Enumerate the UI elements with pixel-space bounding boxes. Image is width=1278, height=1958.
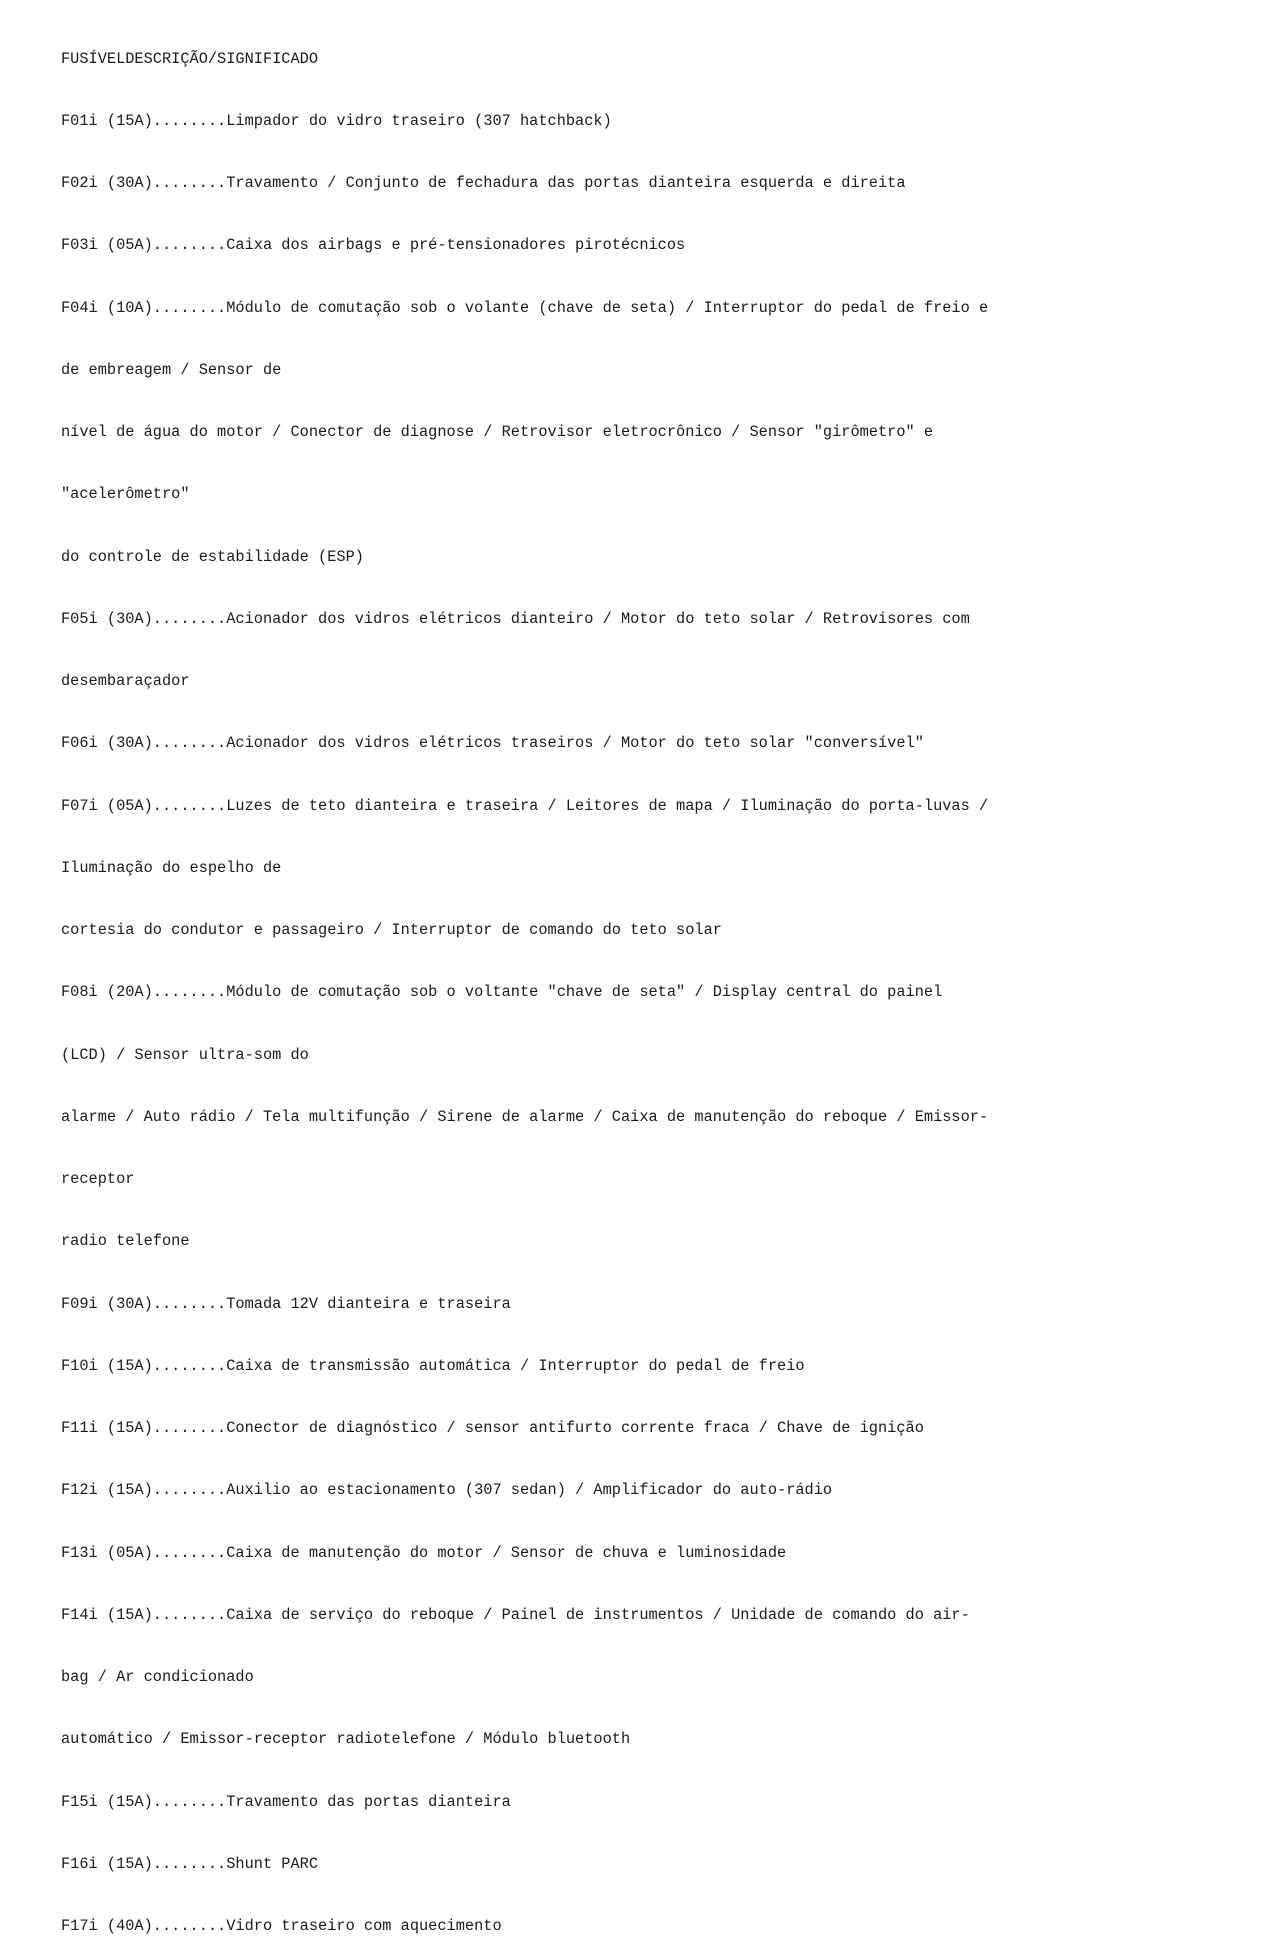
fuse-line-f01: F01i (15A)........Limpador do vidro traseiro (307 hatchback): [61, 111, 612, 130]
fuse-line-f04-cont-2: nível de água do motor / Conector de diagnose / Retrovisor eletrocrônico / Sensor "girômetro" e: [61, 423, 934, 441]
fuse-table-document: [61, 7, 1261, 1958]
fuse-line-f02: F02i (30A)........Travamento / Conjunto de fechadura das portas dianteira esquerda e direita: [61, 174, 906, 192]
fuse-line-f11: F11i (15A)........Conector de diagnóstico / sensor antifurto corrente fraca / Chave de ignição: [61, 1419, 924, 1437]
fuse-line-f07-cont-2: cortesia do condutor e passageiro / Interruptor de comando do teto solar: [61, 921, 722, 939]
fuse-line-f14: F14i (15A)........Caixa de serviço do reboque / Painel de instrumentos / Unidade de comando do air-: [61, 1605, 970, 1624]
fuse-line-f05: F05i (30A)........Acionador dos vidros elétricos dianteiro / Motor do teto solar / Retrovisores com: [61, 609, 970, 628]
fuse-line-f14-cont-2: automático / Emissor-receptor radiotelefone / Módulo bluetooth: [61, 1730, 631, 1749]
fuse-line-f14-cont-1: bag / Ar condicionado: [61, 1668, 254, 1686]
header-line: FUSÍVELDESCRIÇÃO/SIGNIFICADO: [61, 49, 319, 68]
fuse-line-f17: F17i (40A)........Vidro traseiro com aquecimento: [61, 1917, 502, 1935]
fuse-line-f08-cont-2: alarme / Auto rádio / Tela multifunção / Sirene de alarme / Caixa de manutenção do reboque / Emissor-: [61, 1107, 989, 1126]
fuse-line-f15: F15i (15A)........Travamento das portas dianteira: [61, 1792, 511, 1811]
fuse-line-f04: F04i (10A)........Módulo de comutação sob o volante (chave de seta) / Interruptor do pedal de freio e: [61, 298, 989, 317]
fuse-line-f04-cont-4: do controle de estabilidade (ESP): [61, 547, 364, 566]
fuse-line-f05-cont-1: desembaraçador: [61, 672, 190, 690]
fuse-line-f08-cont-3: receptor: [61, 1170, 135, 1188]
fuse-line-f04-cont-1: de embreagem / Sensor de: [61, 360, 282, 379]
fuse-line-f07: F07i (05A)........Luzes de teto dianteira e traseira / Leitores de mapa / Iluminação do porta-luvas /: [61, 796, 989, 815]
fuse-line-f04-cont-3: "acelerômetro": [61, 485, 190, 504]
fuse-line-f09: F09i (30A)........Tomada 12V dianteira e traseira: [61, 1294, 511, 1313]
fuse-line-f07-cont-1: Iluminação do espelho de: [61, 858, 282, 877]
fuse-line-f08-cont-4: radio telefone: [61, 1232, 190, 1251]
fuse-line-f13: F13i (05A)........Caixa de manutenção do motor / Sensor de chuva e luminosidade: [61, 1543, 787, 1562]
fuse-line-f06: F06i (30A)........Acionador dos vidros elétricos traseiros / Motor do teto solar "conversível": [61, 734, 924, 753]
fuse-line-f12: F12i (15A)........Auxilio ao estacionamento (307 sedan) / Amplificador do auto-rádio: [61, 1481, 833, 1500]
fuse-line-f10: F10i (15A)........Caixa de transmissão automática / Interruptor do pedal de freio: [61, 1356, 805, 1375]
fuse-line-f03: F03i (05A)........Caixa dos airbags e pré-tensionadores pirotécnicos: [61, 236, 686, 255]
fuse-line-f08-cont-1: (LCD) / Sensor ultra-som do: [61, 1045, 309, 1064]
fuse-line-f16: F16i (15A)........Shunt PARC: [61, 1854, 319, 1873]
fuse-line-f08: F08i (20A)........Módulo de comutação sob o voltante "chave de seta" / Display central do painel: [61, 983, 943, 1002]
